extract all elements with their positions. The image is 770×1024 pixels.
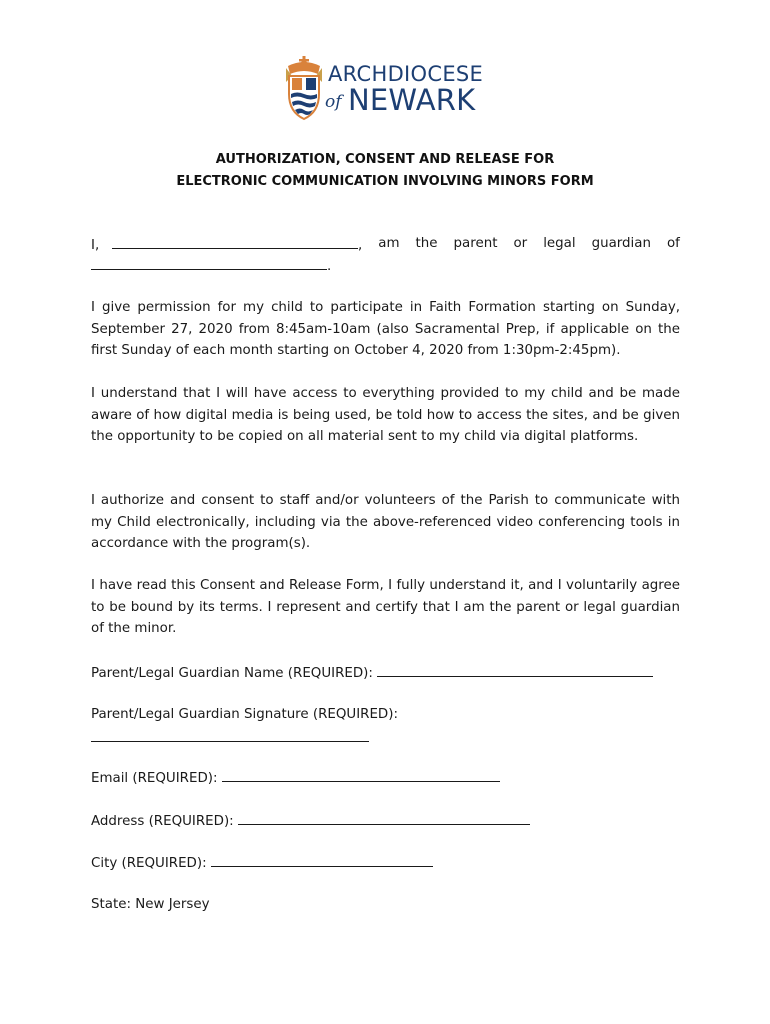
- coat-of-arms-icon: [282, 56, 326, 122]
- intro-word: or: [513, 236, 528, 251]
- guardian-signature-field: [91, 726, 369, 750]
- child-name-blank[interactable]: [91, 254, 327, 270]
- intro-period: .: [327, 259, 332, 274]
- intro-line: [91, 233, 680, 257]
- permission-paragraph: I give permission for my child to participate in Faith Formation starting on Sunday, September 27, 2020 from 8:45am-10am (also Sacramental Prep, if applicable on the first Sunday of each month starting on October 4, 2020 from 1:30pm-2:45pm).: [91, 300, 680, 358]
- form-title-line-2: ELECTRONIC COMMUNICATION INVOLVING MINORS FORM: [176, 174, 594, 189]
- logo-archdiocese-text: ARCHDIOCESE: [328, 62, 484, 86]
- city-blank[interactable]: [211, 851, 433, 867]
- intro-word: guardian: [591, 236, 651, 251]
- guardian-name-label: Parent/Legal Guardian Name (REQUIRED):: [91, 666, 373, 681]
- guardian-name-blank[interactable]: [377, 661, 653, 677]
- archdiocese-logo: [282, 56, 482, 122]
- state-value: New Jersey: [135, 897, 210, 912]
- authorization-paragraph: I authorize and consent to staff and/or volunteers of the Parish to communicate with my Child electronically, including via the above-referenced video conferencing tools in accordance with the program(s).: [91, 493, 680, 551]
- intro-pronoun: I, ,: [91, 233, 362, 257]
- guardian-signature-label: Parent/Legal Guardian Signature (REQUIRED):: [91, 707, 398, 722]
- consent-paragraph: I have read this Consent and Release Form, I fully understand it, and I voluntarily agree to be bound by its terms. I represent and certify that I am the parent or legal guardian of the minor.: [91, 578, 680, 636]
- intro-word: the: [415, 236, 438, 251]
- intro-word: am: [378, 236, 400, 251]
- address-label: Address (REQUIRED):: [91, 814, 234, 829]
- logo-newark-text: NEWARK: [348, 83, 476, 117]
- access-paragraph: I understand that I will have access to everything provided to my child and be made aware of how digital media is being used, be told how to access the sites, and be given the opportunity to be copied on all material sent to my child via digital platforms.: [91, 386, 680, 444]
- intro-word: of: [666, 236, 680, 251]
- address-field: [91, 809, 530, 833]
- city-label: City (REQUIRED):: [91, 856, 207, 871]
- guardian-signature-blank[interactable]: [91, 726, 369, 742]
- intro-second-line: [91, 254, 331, 278]
- form-title-line-1: AUTHORIZATION, CONSENT AND RELEASE FOR: [215, 152, 555, 167]
- email-label: Email (REQUIRED):: [91, 771, 218, 786]
- state-label: State:: [91, 897, 131, 912]
- city-field: [91, 851, 433, 875]
- logo-of-text: of: [325, 92, 342, 112]
- email-field: [91, 766, 500, 790]
- state-field: [91, 894, 210, 916]
- intro-word: parent: [453, 236, 498, 251]
- email-blank[interactable]: [222, 766, 500, 782]
- guardian-name-field: [91, 661, 653, 685]
- name-blank[interactable]: [112, 233, 358, 249]
- address-blank[interactable]: [238, 809, 530, 825]
- intro-word: legal: [543, 236, 576, 251]
